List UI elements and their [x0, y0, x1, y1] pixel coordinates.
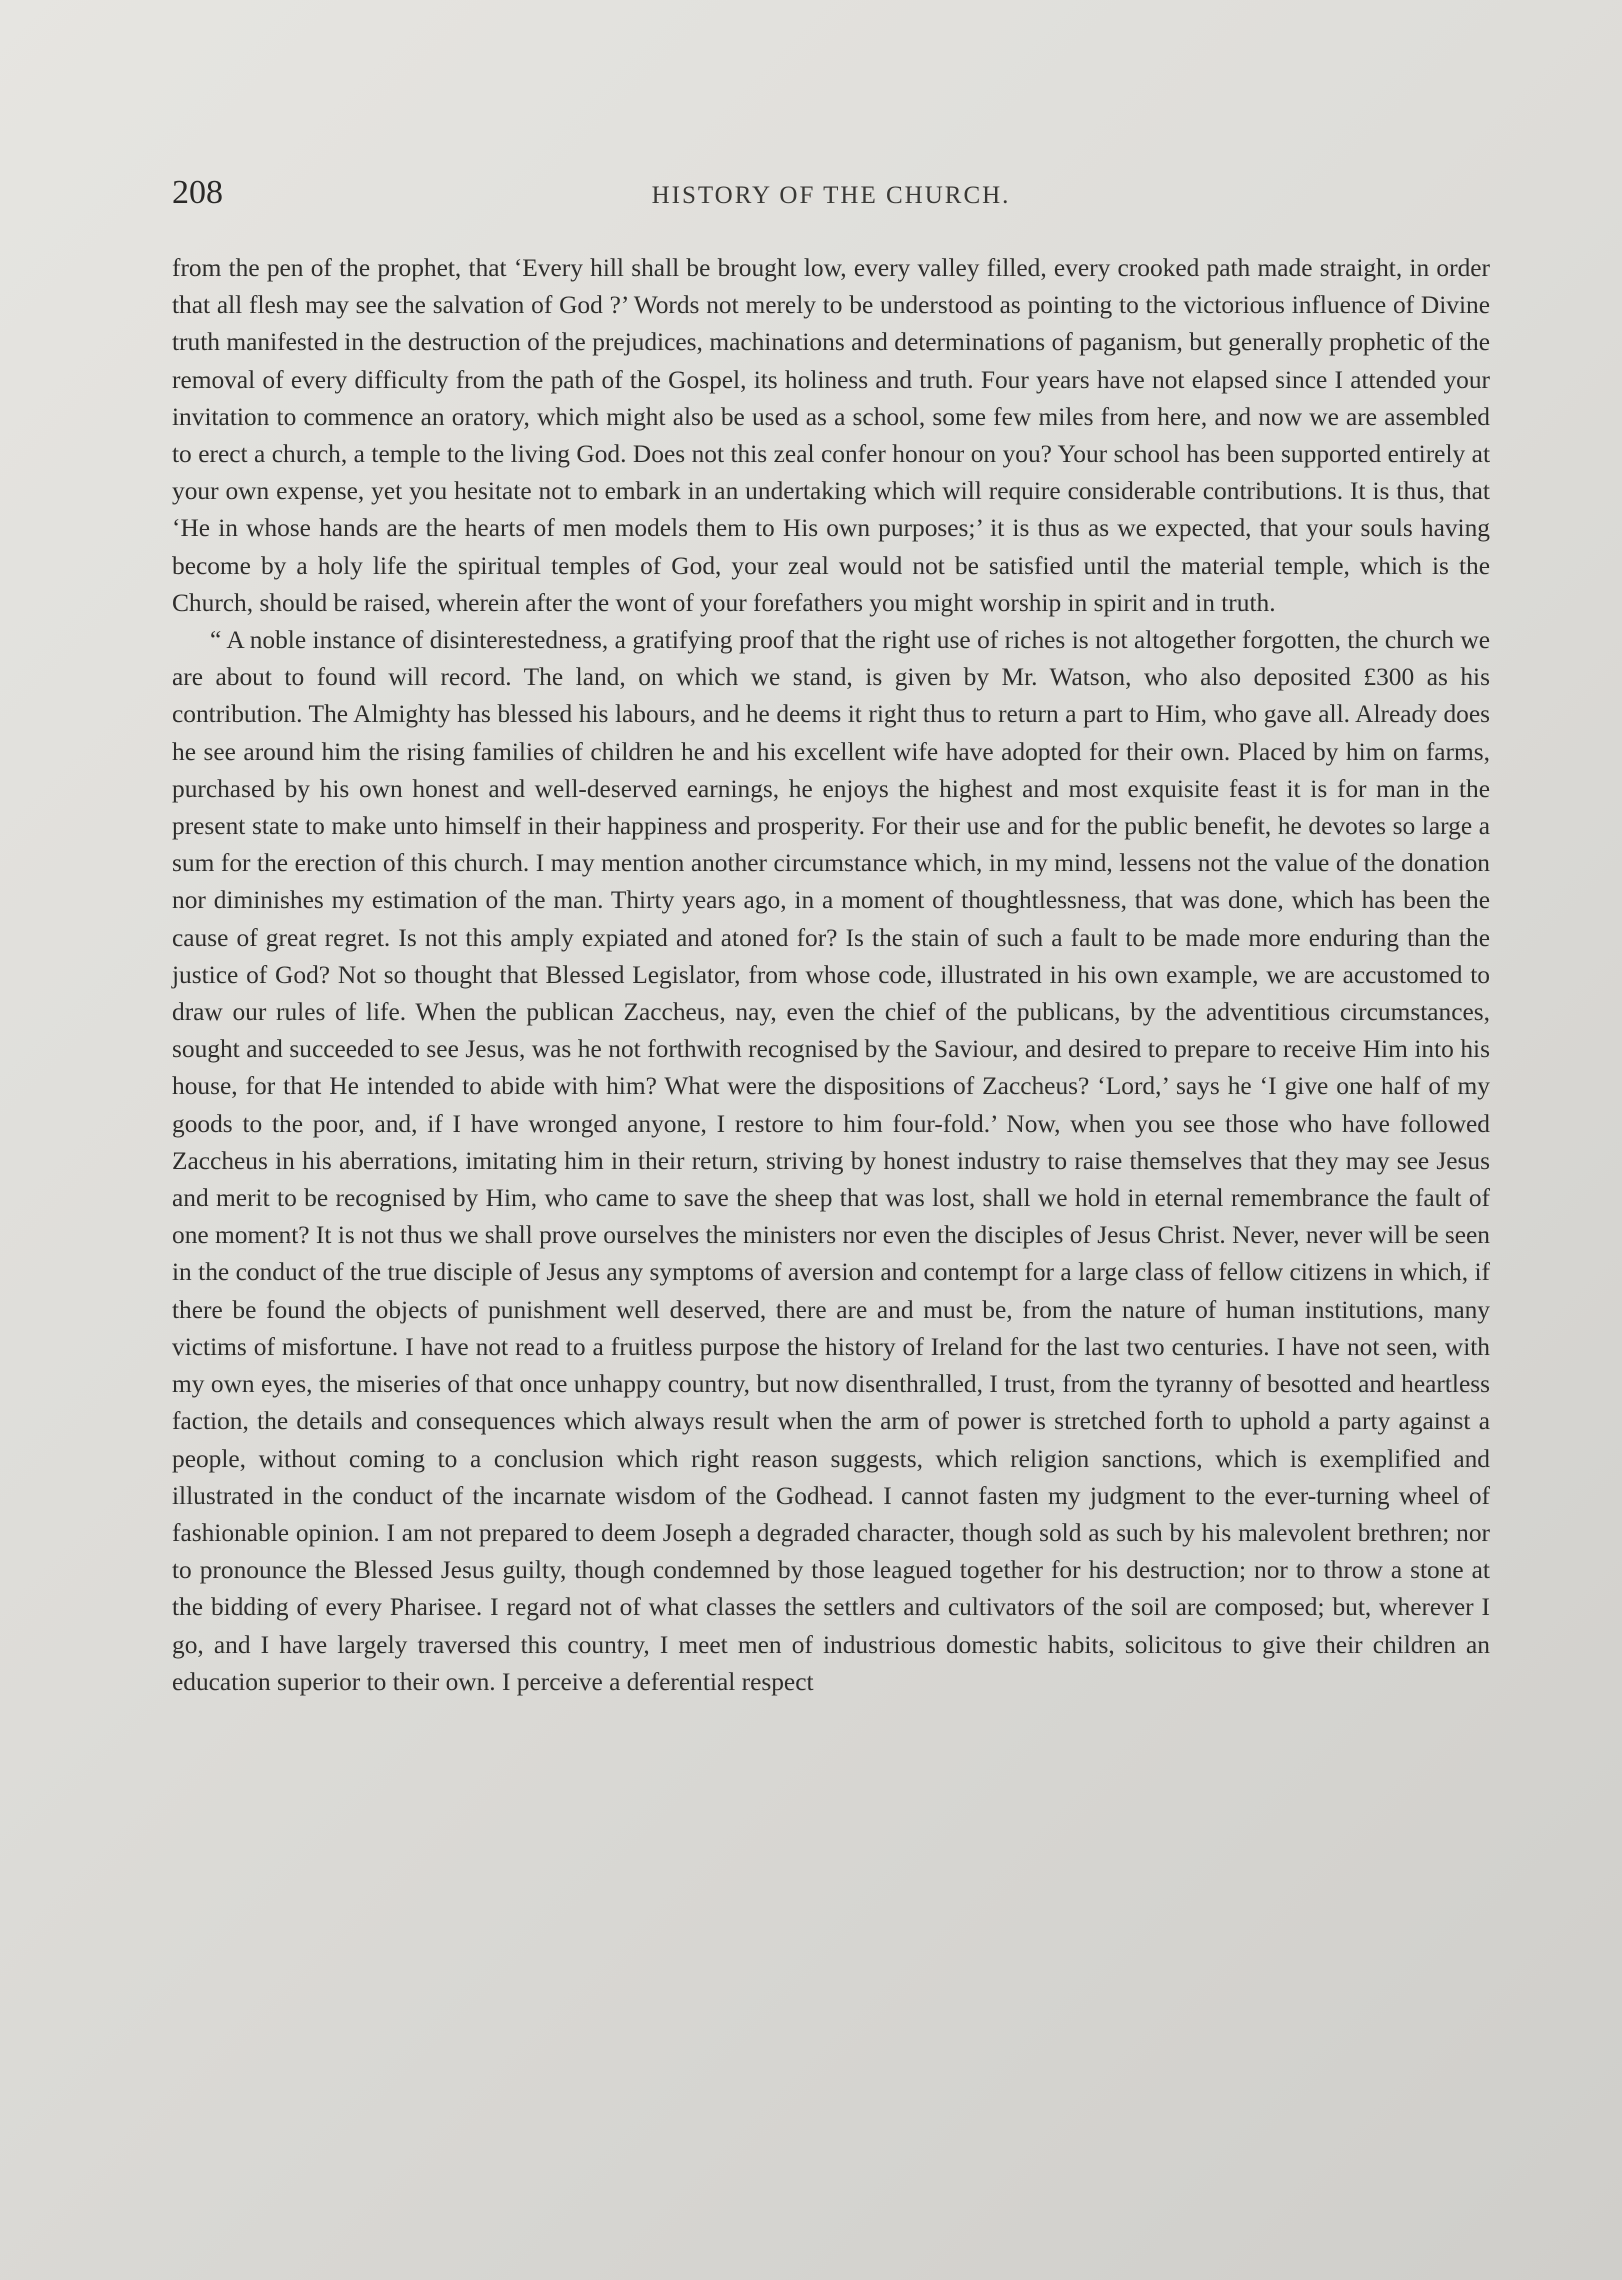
running-title: HISTORY OF THE CHURCH.	[651, 182, 1011, 209]
body-text	[172, 250, 1490, 1701]
running-head	[172, 168, 1490, 228]
paragraph-continuation: from the pen of the prophet, that ‘Every hill shall be brought low, every valley filled, every crooked path made straight, in order that all flesh may see the salvation of God ?’ Words not merely to be understood as pointing to the victorious influence of Divine truth manifested in the destruction of the prejudices, machinations and determinations of paganism, but generally prophetic of the removal of every difficulty from the path of the Gospel, its holiness and truth. Four years have not elapsed since I attended your invitation to commence an oratory, which might also be used as a school, some few miles from here, and now we are assembled to erect a church, a temple to the living God. Does not this zeal confer honour on you? Your school has been supported entirely at your own expense, yet you hesitate not to embark in an undertaking which will require considerable contributions. It is thus, that ‘He in whose hands are the hearts of men models them to His own purposes;’ it is thus as we expected, that your souls having become by a holy life the spiritual temples of God, your zeal would not be satisfied until the material temple, which is the Church, should be raised, wherein after the wont of your forefathers you might worship in spirit and in truth.	[172, 254, 1490, 617]
page-number: 208	[172, 174, 223, 211]
paragraph-quotation: “ A noble instance of disinterestedness, a gratifying proof that the right use of riches is not altogether forgotten, the church we are about to found will record. The land, on which we stand, is given by Mr. Watson, who also deposited £300 as his contribution. The Almighty has blessed his labours, and he deems it right thus to return a part to Him, who gave all. Already does he see around him the rising families of children he and his excellent wife have adopted for their own. Placed by him on farms, purchased by his own honest and well-deserved earnings, he enjoys the highest and most exquisite feast it is for man in the present state to make unto himself in their happiness and prosperity. For their use and for the public benefit, he devotes so large a sum for the erection of this church. I may mention another circumstance which, in my mind, lessens not the value of the donation nor diminishes my estimation of the man. Thirty years ago, in a moment of thoughtlessness, that was done, which has been the cause of great regret. Is not this amply expiated and atoned for? Is the stain of such a fault to be made more enduring than the justice of God? Not so thought that Blessed Legislator, from whose code, illustrated in his own example, we are accustomed to draw our rules of life. When the publican Zaccheus, nay, even the chief of the publicans, by the adventitious circumstances, sought and succeeded to see Jesus, was he not forthwith recognised by the Saviour, and desired to prepare to receive Him into his house, for that He intended to abide with him? What were the dispositions of Zaccheus? ‘Lord,’ says he ‘I give one half of my goods to the poor, and, if I have wronged anyone, I restore to him four-fold.’ Now, when you see those who have followed Zaccheus in his aberrations, imitating him in their return, striving by honest industry to raise themselves that they may see Jesus and merit to be recognised by Him, who came to save the sheep that was lost, shall we hold in eternal remembrance the fault of one moment? It is not thus we shall prove ourselves the ministers nor even the disciples of Jesus Christ. Never, never will be seen in the conduct of the true disciple of Jesus any symptoms of aversion and contempt for a large class of fellow citizens in which, if there be found the objects of punishment well deserved, there are and must be, from the nature of human institutions, many victims of misfortune. I have not read to a fruitless purpose the history of Ireland for the last two centuries. I have not seen, with my own eyes, the miseries of that once unhappy country, but now disenthralled, I trust, from the tyranny of besotted and heartless faction, the details and consequences which always result when the arm of power is stretched forth to uphold a party against a people, without coming to a conclusion which right reason suggests, which religion sanctions, which is exemplified and illustrated in the conduct of the incarnate wisdom of the Godhead. I cannot fasten my judgment to the ever-turning wheel of fashionable opinion. I am not prepared to deem Joseph a degraded character, though sold as such by his malevolent brethren; nor to pronounce the Blessed Jesus guilty, though condemned by those leagued together for his destruction; nor to throw a stone at the bidding of every Pharisee. I regard not of what classes the settlers and cultivators of the soil are composed; but, wherever I go, and I have largely traversed this country, I meet men of industrious domestic habits, solicitous to give their children an education superior to their own. I perceive a deferential respect	[172, 626, 1490, 1696]
